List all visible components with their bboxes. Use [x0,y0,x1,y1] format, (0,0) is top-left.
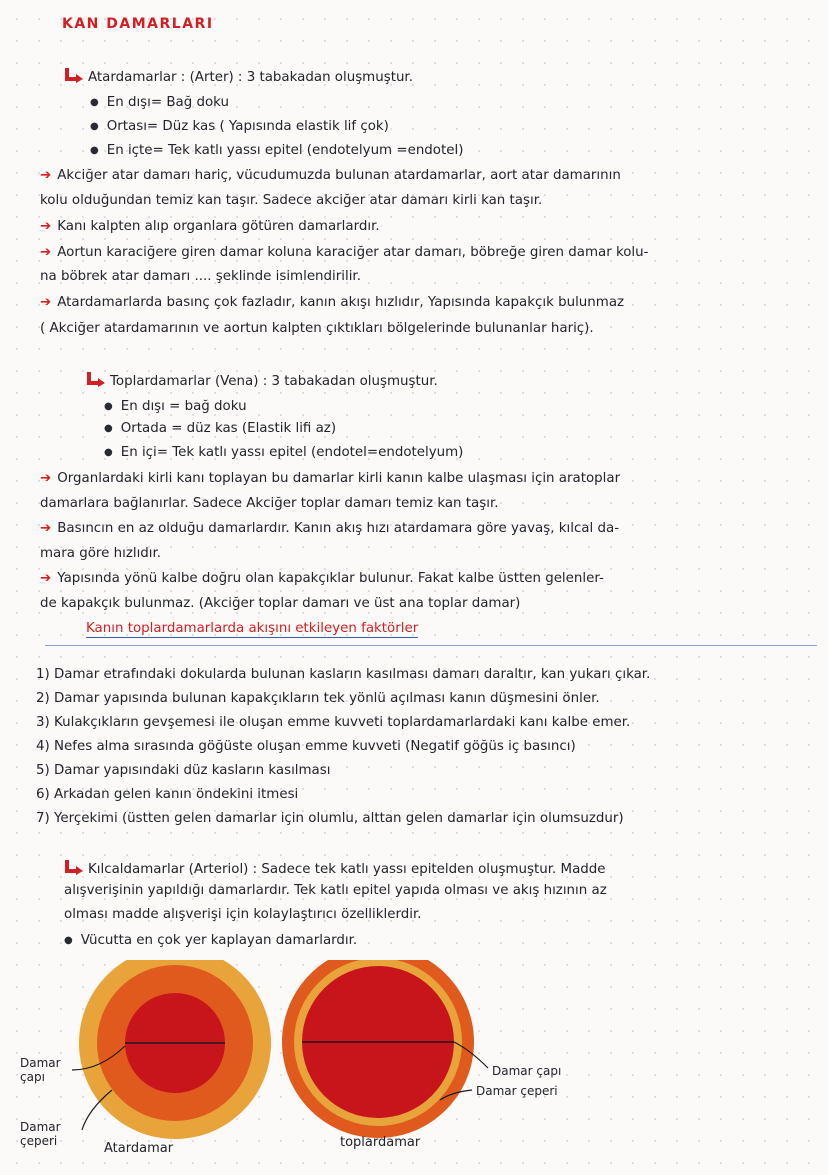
vein-caption: toplardamar [340,1135,421,1150]
artery-label-wall: Damar çeperi [20,1120,61,1148]
arrow-icon: ➔ [40,571,52,586]
capillaries-heading [64,858,606,879]
hook-arrow-icon [86,370,106,388]
vein-label-wall: Damar çeperi [476,1084,558,1098]
vein-note-1 [40,470,620,488]
factor-7: 7) Yerçekimi (üstten gelen damarlar için olumlu, alttan gelen damarlar için olumsuzdur) [36,811,624,826]
factors-title-text: Kanın toplardamarlarda akışını etkileyen faktörler [86,621,419,636]
vein-layer-2: ● Ortada = düz kas (Elastik lifi az) [104,420,336,439]
factors-title [86,620,418,638]
vein-layer-3: ● En içi= Tek katlı yassı epitel (endotel=endotelyum) [104,444,463,463]
arrow-icon: ➔ [40,245,52,260]
veins-heading [86,370,438,391]
divider [45,645,817,646]
vein-note-6: de kapakçık bulunmaz. (Akciğer toplar damarı ve üst ana toplar damar) [40,596,521,611]
vein-note-2: damarlara bağlanırlar. Sadece Akciğer toplar damarı temiz kan taşır. [40,496,499,511]
artery-note-6-text: Atardamarlarda basınç çok fazladır, kanın akışı hızlıdır, Yapısında kapakçık bulunmaz [57,295,625,310]
artery-note-4 [40,244,648,262]
vein-cross-section [282,960,488,1138]
artery-note-7: ( Akciğer atardamarının ve aortun kalpten çıktıkları bölgelerinde bulunanlar hariç). [40,321,594,336]
vein-layer-1: ● En dışı = bağ doku [104,398,247,417]
artery-note-1 [40,167,621,185]
capillaries-heading-text: Kılcaldamarlar (Arteriol) : Sadece tek katlı yassı epitelden oluşmuştur. Madde [88,862,606,877]
artery-label-diameter: Damar çapı [20,1056,61,1084]
artery-layer-3: ● En içte= Tek katlı yassı epitel (endotelyum =endotel) [90,142,463,161]
factor-3: 3) Kulakçıkların gevşemesi ile oluşan emme kuvveti toplardamarlardaki kanı kalbe emer. [36,715,631,730]
factor-4: 4) Nefes alma sırasında göğüste oluşan emme kuvveti (Negatif göğüs iç basıncı) [36,739,576,754]
vein-note-3-text: Basıncın en az olduğu damarlardır. Kanın akış hızı atardamara göre yavaş, kılcal da- [57,521,620,536]
factor-1: 1) Damar etrafındaki dokularda bulunan kasların kasılması damarı daraltır, kan yukarı çıkar. [36,667,651,682]
artery-note-3 [40,218,380,236]
artery-note-5: na böbrek atar damarı .... şeklinde isimlendirilir. [40,269,361,284]
capillaries-line-1: alışverişinin yapıldığı damarlardır. Tek katlı epitel yapıda olması ve akış hızının az [64,883,607,898]
artery-caption: Atardamar [104,1141,174,1156]
artery-layer-1: ● En dışı= Bağ doku [90,94,229,113]
capillaries-bullet: ● Vücutta en çok yer kaplayan damarlardır. [64,932,357,951]
capillaries-line-2: olması madde alışverişi için kolaylaştırıcı özelliklerdir. [64,907,422,922]
arteries-heading [64,66,413,87]
artery-note-1-text: Akciğer atar damarı hariç, vücudumuzda bulunan atardamarlar, aort atar damarının [57,168,621,183]
veins-heading-text: Toplardamarlar (Vena) : 3 tabakadan oluşmuştur. [110,374,438,389]
artery-note-4-text: Aortun karaciğere giren damar koluna karaciğer atar damarı, böbreğe giren damar kolu- [57,245,649,260]
factor-6: 6) Arkadan gelen kanın öndekini itmesi [36,787,299,802]
arrow-icon: ➔ [40,219,52,234]
hook-arrow-icon [64,858,84,876]
arteries-heading-text: Atardamarlar : (Arter) : 3 tabakadan oluşmuştur. [88,70,413,85]
arrow-icon: ➔ [40,521,52,536]
factor-5: 5) Damar yapısındaki düz kasların kasılması [36,763,331,778]
arrow-icon: ➔ [40,168,52,183]
artery-note-6 [40,294,624,312]
artery-note-2: kolu olduğundan temiz kan taşır. Sadece akciğer atar damarı kirli kan taşır. [40,193,543,208]
artery-cross-section [72,960,271,1139]
vein-note-5 [40,570,604,588]
factor-2: 2) Damar yapısında bulunan kapakçıkların tek yönlü açılması kanın düşmesini önler. [36,691,600,706]
artery-note-3-text: Kanı kalpten alıp organlara götüren damarlardır. [57,219,380,234]
vein-note-5-text: Yapısında yönü kalbe doğru olan kapakçıklar bulunur. Fakat kalbe üstten gelenler- [57,571,604,586]
vein-note-3 [40,520,619,538]
page-title: KAN DAMARLARI [62,16,214,32]
arrow-icon: ➔ [40,295,52,310]
hook-arrow-icon [64,66,84,84]
vein-note-4: mara göre hızlıdır. [40,546,162,561]
vessel-diagram [0,960,828,1171]
arrow-icon: ➔ [40,471,52,486]
artery-layer-2: ● Ortası= Düz kas ( Yapısında elastik lif çok) [90,118,389,137]
vein-label-diameter: Damar çapı [492,1064,562,1078]
vein-note-1-text: Organlardaki kirli kanı toplayan bu damarlar kirli kanın kalbe ulaşması için aratoplar [57,471,621,486]
